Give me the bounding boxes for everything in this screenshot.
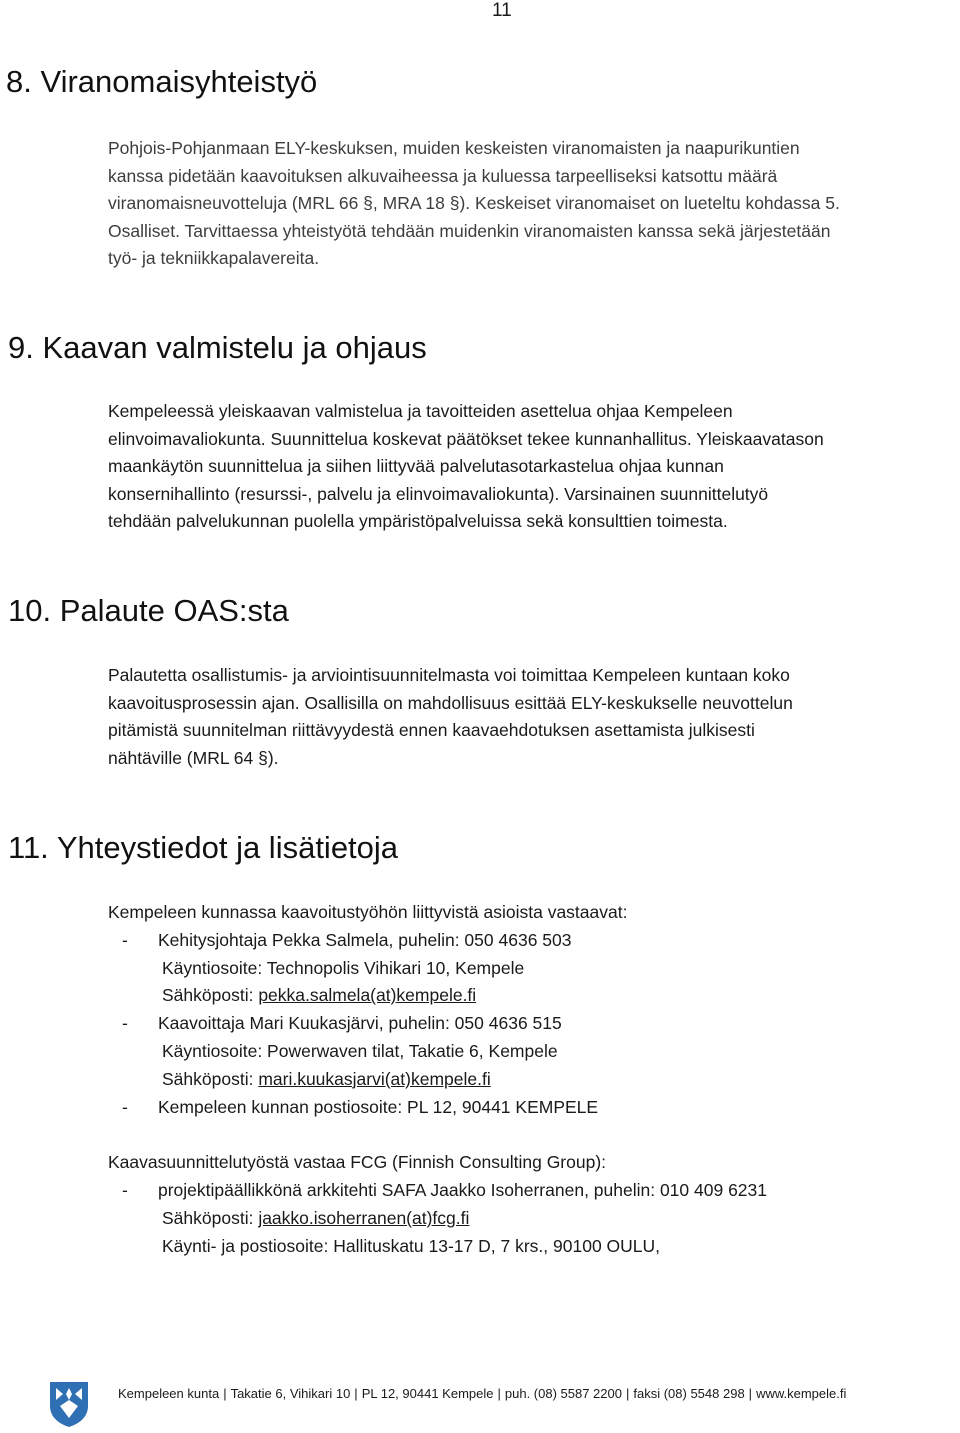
consult-intro: Kaavasuunnittelutyöstä vastaa FCG (Finnish Consulting Group): <box>108 1152 607 1173</box>
contact-item <box>108 927 767 955</box>
section-11-contacts <box>108 899 767 1260</box>
postal-item <box>108 1094 767 1122</box>
section-8-line: viranomaisneuvotteluja (MRL 66 §, MRA 18 §). Keskeiset viranomaiset on lueteltu kohdassa 5. <box>108 193 840 213</box>
section-10-line: pitämistä suunnitelman riittävyydestä ennen kaavaehdotuksen asettamista julkisesti <box>108 720 755 740</box>
section-10-line: nähtäville (MRL 64 §). <box>108 747 279 768</box>
section-8-line: Pohjois-Pohjanmaan ELY-keskuksen, muiden keskeisten viranomaisten ja naapurikuntien <box>108 138 800 158</box>
footer-separator: | <box>625 1386 630 1401</box>
section-9-body <box>108 398 938 536</box>
footer-web-link[interactable]: www.kempele.fi <box>756 1386 847 1401</box>
kempele-coat-of-arms-icon <box>48 1380 90 1428</box>
footer-separator: | <box>497 1386 501 1401</box>
section-8-heading: 8. Viranomaisyhteistyö <box>6 64 318 99</box>
email-link[interactable]: mari.kuukasjarvi(at)kempele.fi <box>258 1068 491 1089</box>
footer-phone: puh. (08) 5587 2200 <box>504 1386 622 1401</box>
contact-item <box>108 1177 767 1205</box>
contact-address: Käynti- ja postiosoite: Hallituskatu 13-17 D, 7 krs., 90100 OULU, <box>162 1235 661 1256</box>
contact-item <box>108 1010 767 1038</box>
contact-name: Kehitysjohtaja Pekka Salmela, puhelin: 050 4636 503 <box>158 929 572 950</box>
section-8-line: työ- ja tekniikkapalavereita. <box>108 248 320 268</box>
contact-address: Käyntiosoite: Technopolis Vihikari 10, Kempele <box>162 957 525 978</box>
list-dash: - <box>122 929 128 950</box>
list-dash: - <box>122 1013 128 1034</box>
section-9-line: maankäytön suunnittelua ja siihen liittyvää palvelutasotarkastelua ohjaa kunnan <box>108 456 724 476</box>
email-link[interactable]: jaakko.isoherranen(at)fcg.fi <box>258 1207 470 1228</box>
footer <box>118 1386 846 1401</box>
contact-email-row <box>108 982 767 1010</box>
section-8-body <box>108 135 938 273</box>
footer-separator: | <box>223 1386 227 1401</box>
contact-email-row <box>108 1205 767 1233</box>
section-8-line: Osalliset. Tarvittaessa yhteistyötä tehdään muidenkin viranomaisten kanssa sekä järjestetään <box>108 220 831 241</box>
contact-email-row <box>108 1066 767 1094</box>
section-9-heading: 9. Kaavan valmistelu ja ohjaus <box>8 330 427 365</box>
contacts-intro: Kempeleen kunnassa kaavoitustyöhön liittyvistä asioista vastaavat: <box>108 902 628 922</box>
section-10-heading: 10. Palaute OAS:sta <box>8 593 289 628</box>
spacer <box>108 1121 767 1149</box>
page-number: 11 <box>492 0 512 21</box>
footer-po: PL 12, 90441 Kempele <box>361 1386 494 1401</box>
list-dash: - <box>122 1096 128 1117</box>
contact-address: Käyntiosoite: Powerwaven tilat, Takatie 6, Kempele <box>162 1040 558 1061</box>
footer-fax: faksi (08) 5548 298 <box>633 1386 745 1401</box>
section-11-heading: 11. Yhteystiedot ja lisätietoja <box>8 830 399 865</box>
list-dash: - <box>122 1179 128 1200</box>
contact-name: Kaavoittaja Mari Kuukasjärvi, puhelin: 050 4636 515 <box>158 1013 562 1034</box>
email-label: Sähköposti: <box>162 1068 259 1089</box>
section-9-line: tehdään palvelukunnan puolella ympäristöpalveluissa sekä konsulttien toimesta. <box>108 511 728 531</box>
postal-address: Kempeleen kunnan postiosoite: PL 12, 90441 KEMPELE <box>158 1096 599 1117</box>
section-10-line: kaavoitusprosessin ajan. Osallisilla on mahdollisuus esittää ELY-keskukselle neuvottelun <box>108 692 793 713</box>
section-8-line: kanssa pidetään kaavoituksen alkuvaiheessa ja kuluessa tarpeelliseksi katsottu määrä <box>108 165 778 186</box>
section-10-line: Palautetta osallistumis- ja arviointisuunnitelmasta voi toimittaa Kempeleen kuntaan koko <box>108 665 790 685</box>
footer-org: Kempeleen kunta <box>118 1386 220 1401</box>
section-9-line: elinvoimavaliokunta. Suunnittelua koskevat päätökset tekee kunnanhallitus. Yleiskaavatason <box>108 428 824 449</box>
footer-address: Takatie 6, Vihikari 10 <box>230 1386 351 1401</box>
email-link[interactable]: pekka.salmela(at)kempele.fi <box>258 985 477 1006</box>
section-9-line: Kempeleessä yleiskaavan valmistelua ja tavoitteiden asettelua ohjaa Kempeleen <box>108 401 733 421</box>
email-label: Sähköposti: <box>162 1207 259 1228</box>
email-label: Sähköposti: <box>162 985 259 1006</box>
contact-name: projektipäällikkönä arkkitehti SAFA Jaakko Isoherranen, puhelin: 010 409 6231 <box>158 1179 768 1200</box>
footer-separator: | <box>354 1386 358 1401</box>
footer-separator: | <box>748 1386 753 1401</box>
section-9-line: konsernihallinto (resurssi-, palvelu ja elinvoimavaliokunta). Varsinainen suunnittelutyö <box>108 483 769 504</box>
section-10-body <box>108 662 938 772</box>
